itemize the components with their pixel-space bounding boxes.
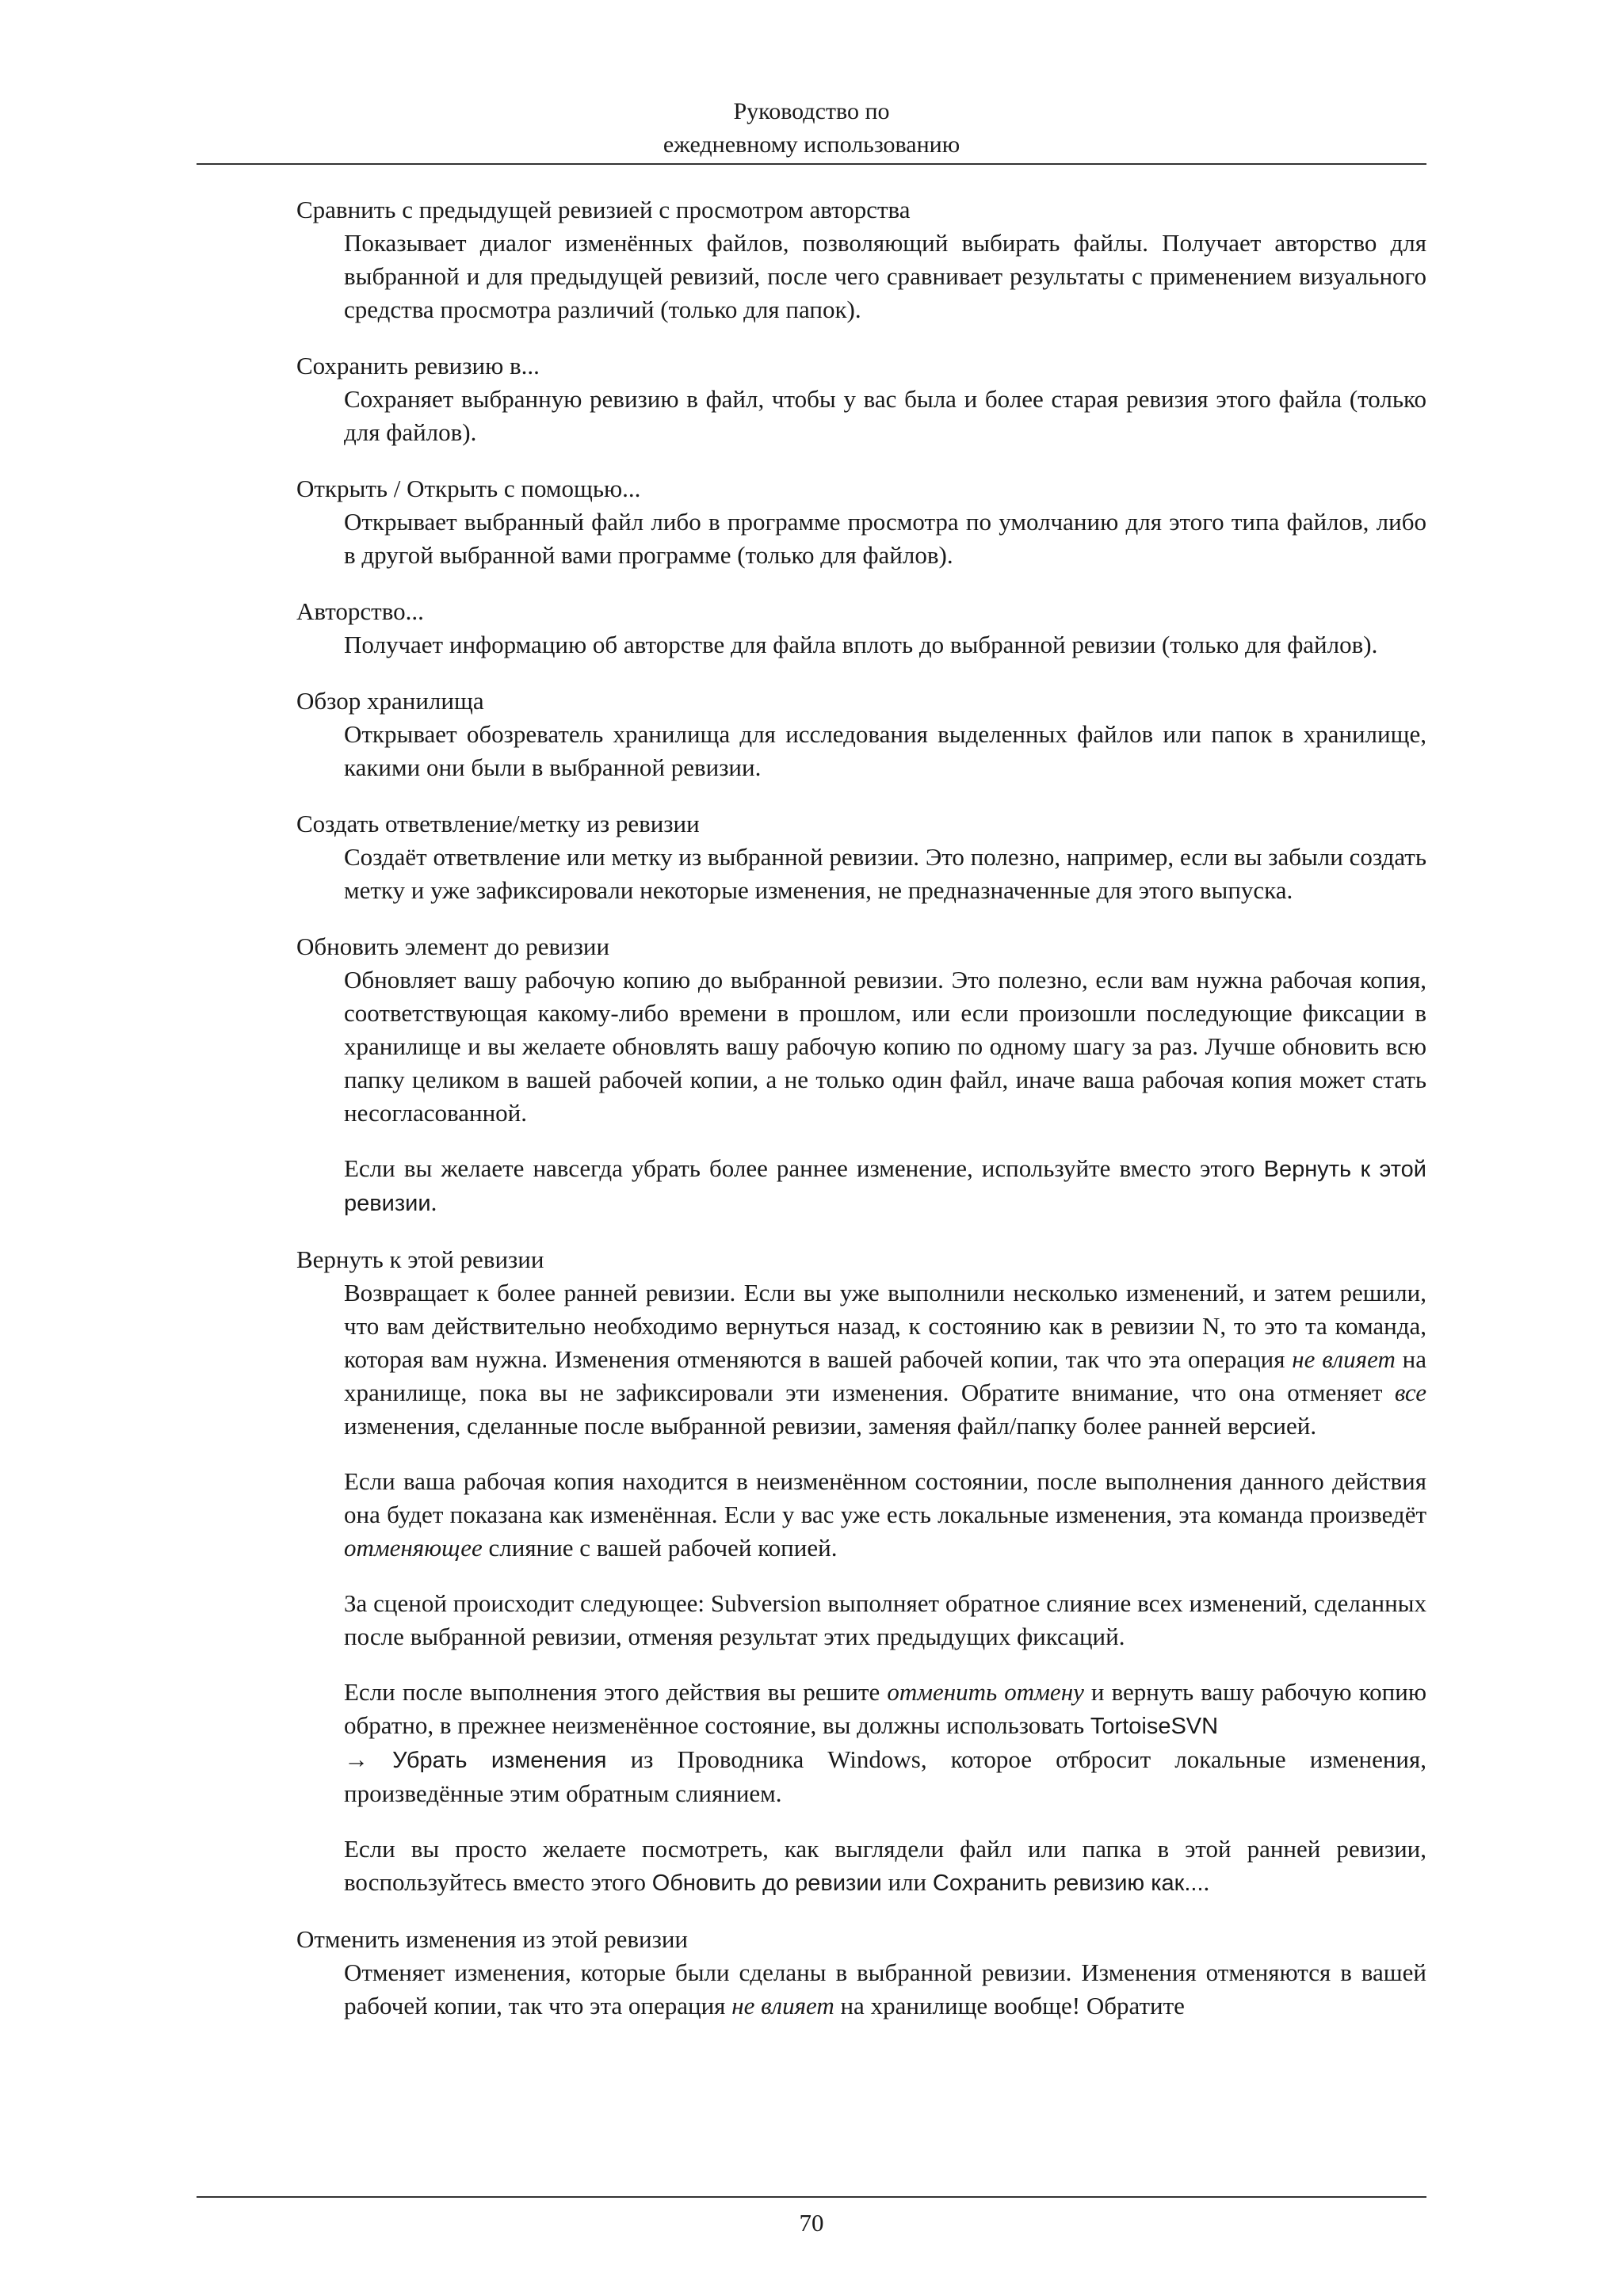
text-run: Если вы желаете навсегда убрать более раннее изменение, используйте вместо этого xyxy=(344,1154,1264,1182)
entry-blame xyxy=(296,595,1426,662)
entry-branch-tag xyxy=(296,807,1426,907)
menu-command-revert-changes: Убрать изменения xyxy=(392,1748,607,1773)
running-header xyxy=(197,95,1426,162)
entry-definition xyxy=(344,1276,1426,1900)
entry-definition xyxy=(344,718,1426,784)
header-divider xyxy=(197,163,1426,165)
definition-paragraph xyxy=(344,1956,1426,2023)
text-run: Возвращает к более ранней ревизии. Если вы уже выполнили несколько изменений, и затем решили, что вам действительно необходимо вернуться назад, к состоянию как в ревизии N, то это та команда, которая вам нужна. Изменения отменяются в вашей рабочей копии, так что эта операция xyxy=(344,1279,1426,1373)
definition-paragraph xyxy=(344,1465,1426,1565)
entry-repo-browser xyxy=(296,685,1426,784)
entry-definition xyxy=(344,1956,1426,2023)
header-line-1: Руководство по xyxy=(733,98,890,124)
text-run: Отменяет изменения, которые были сделаны в выбранной ревизии. Изменения отменяются в вашей рабочей копии, так что эта операция xyxy=(344,1958,1426,2019)
entry-term: Сравнить с предыдущей ревизией с просмотром авторства xyxy=(296,196,911,223)
entry-term: Обновить элемент до ревизии xyxy=(296,933,610,960)
page-number: 70 xyxy=(799,2209,824,2237)
emphasis: не влияет xyxy=(1292,1345,1396,1373)
text-run: . xyxy=(430,1188,437,1216)
entry-term: Открыть / Открыть с помощью... xyxy=(296,475,641,502)
emphasis: не влияет xyxy=(731,1992,834,2019)
entry-term: Обзор хранилища xyxy=(296,687,484,715)
entry-revert-changes-from-revision xyxy=(296,1923,1426,2023)
text-run: Если ваша рабочая копия находится в неизменённом состоянии, после выполнения данного действия она будет показана как изменённая. Если у вас уже есть локальные изменения, эта команда произведёт xyxy=(344,1467,1426,1528)
entry-term: Сохранить ревизию в... xyxy=(296,352,540,379)
definition-paragraph xyxy=(344,1276,1426,1443)
entry-definition xyxy=(344,227,1426,326)
definition-paragraph: Обновляет вашу рабочую копию до выбранной ревизии. Это полезно, если вам нужна рабочая копия, соответствующая какому-либо времени в прошлом, или если произошли последующие фиксации в хранилище и вы желаете обновлять вашу рабочую копию по одному шагу за раз. Лучше обновить всю папку целиком в вашей рабочей копии, а не только один файл, иначе ваша рабочая копия может стать несогласованной. xyxy=(344,966,1426,1127)
text-run: изменения, сделанные после выбранной ревизии, заменяя файл/папку более ранней версией. xyxy=(344,1412,1317,1440)
definition-paragraph: Создаёт ответвление или метку из выбранной ревизии. Это полезно, например, если вы забыли создать метку и уже зафиксировали некоторые изменения, не предназначенные для этого выпуска. xyxy=(344,843,1426,904)
text-run: на хранилище, пока вы не зафиксировали эти изменения. Обратите внимание, что она отменяет xyxy=(344,1345,1426,1406)
definition-paragraph: Открывает выбранный файл либо в программе просмотра по умолчанию для этого типа файлов, либо в другой выбранной вами программе (только для файлов). xyxy=(344,508,1426,569)
entry-revert-to-revision xyxy=(296,1243,1426,1900)
entry-definition xyxy=(344,383,1426,449)
definition-paragraph: За сценой происходит следующее: Subversion выполняет обратное слияние всех изменений, сделанных после выбранной ревизии, отменяя результат этих предыдущих фиксаций. xyxy=(344,1589,1426,1650)
text-run: из Проводника Windows, которое отбросит локальные изменения, произведённые этим обратным слиянием. xyxy=(344,1745,1427,1807)
header-line-2: ежедневному использованию xyxy=(663,132,960,158)
emphasis: отменяющее xyxy=(344,1534,483,1562)
definition-paragraph: Открывает обозреватель хранилища для исследования выделенных файлов или папок в хранилище, какими они были в выбранной ревизии. xyxy=(344,720,1426,781)
text-run: или xyxy=(881,1868,933,1896)
text-run: Если после выполнения этого действия вы решите xyxy=(344,1678,888,1706)
entry-term: Вернуть к этой ревизии xyxy=(296,1245,544,1273)
entry-term: Отменить изменения из этой ревизии xyxy=(296,1925,689,1953)
text-run: . xyxy=(1203,1868,1210,1896)
text-run: и вернуть вашу рабочую копию обратно, в прежнее неизменённое состояние, вы должны использовать xyxy=(344,1678,1426,1739)
definition-paragraph: Показывает диалог изменённых файлов, позволяющий выбирать файлы. Получает авторство для выбранной и для предыдущей ревизий, после чего сравнивает результаты с применением визуального средства просмотра различий (только для папок). xyxy=(344,229,1426,323)
entry-definition xyxy=(344,628,1426,662)
menu-command-tortoisesvn: TortoiseSVN xyxy=(1090,1714,1219,1739)
text-run: слияние с вашей рабочей копией. xyxy=(482,1534,838,1562)
entry-compare-blame xyxy=(296,193,1426,326)
definition-paragraph xyxy=(344,1833,1426,1900)
entry-definition xyxy=(344,505,1426,572)
entry-term: Создать ответвление/метку из ревизии xyxy=(296,810,700,837)
emphasis: все xyxy=(1394,1379,1426,1406)
menu-command-revert-link: Вернуть к этой ревизии xyxy=(344,1157,1426,1216)
menu-command-update-to-revision: Обновить до ревизии xyxy=(651,1871,882,1896)
emphasis: отменить отмену xyxy=(887,1678,1084,1706)
entry-definition xyxy=(344,841,1426,907)
footer-divider xyxy=(197,2196,1426,2198)
definition-paragraph xyxy=(344,1152,1426,1220)
entry-update-item xyxy=(296,930,1426,1220)
entry-term: Авторство... xyxy=(296,597,424,625)
entry-save-revision xyxy=(296,349,1426,449)
entry-definition xyxy=(344,963,1426,1220)
definition-paragraph: Сохраняет выбранную ревизию в файл, чтобы у вас была и более старая ревизия этого файла (только для файлов). xyxy=(344,385,1426,446)
menu-arrow-icon: → xyxy=(344,1745,369,1773)
menu-command-save-revision-as: Сохранить ревизию как... xyxy=(932,1871,1204,1896)
definition-list xyxy=(296,193,1426,2046)
definition-paragraph xyxy=(344,1676,1426,1810)
definition-paragraph: Получает информацию об авторстве для файла вплоть до выбранной ревизии (только для файлов). xyxy=(344,631,1378,658)
entry-open-with xyxy=(296,472,1426,572)
text-run: Если вы просто желаете посмотреть, как выглядели файл или папка в этой ранней ревизии, воспользуйтесь вместо этого xyxy=(344,1835,1426,1896)
text-run: на хранилище вообще! Обратите xyxy=(834,1992,1185,2019)
